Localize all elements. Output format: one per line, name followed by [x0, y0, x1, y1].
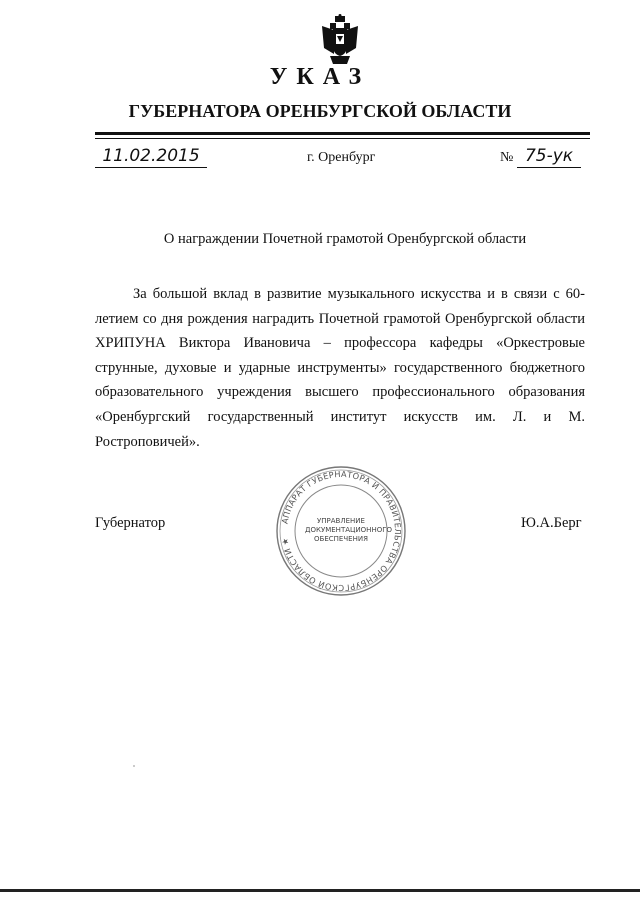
document-subject: О награждении Почетной грамотой Оренбургской области — [163, 231, 527, 247]
document-number: 75-ук — [517, 146, 581, 168]
coat-of-arms-icon — [320, 14, 360, 66]
number-label: № — [500, 150, 514, 165]
document-city: г. Оренбург — [307, 150, 376, 165]
signature-position: Губернатор — [95, 515, 166, 531]
header-rule-thin — [95, 138, 590, 139]
header-rule-thick — [95, 132, 590, 135]
stamp-ring-text: АППАРАТ ГУБЕРНАТОРА И ПРАВИТЕЛЬСТВА ОРЕНБУРГСКОЙ ОБЛАСТИ ★ — [279, 468, 404, 594]
stamp-inner-text: УПРАВЛЕНИЕ ДОКУМЕНТАЦИОННОГО ОБЕСПЕЧЕНИЯ — [305, 517, 393, 543]
document-title: УКАЗ — [269, 64, 371, 90]
document-body: За большой вклад в развитие музыкального искусства и в связи с 60-летием со дня рождения наградить Почетной грамотой Оренбургской области ХРИПУНА Виктора Ивановича – профессора кафедры «Оркестровые струнные, духовые и ударные инструменты» государственного бюджетного образовательного учреждения высшего профессионального образования «Оренбургский государственный институт искусств им. Л. и М. Ростроповичей». — [95, 286, 585, 450]
scan-speck — [133, 765, 135, 767]
document-date: 11.02.2015 — [95, 146, 207, 168]
page-bottom-edge — [0, 889, 640, 892]
document-subtitle: ГУБЕРНАТОРА ОРЕНБУРГСКОЙ ОБЛАСТИ — [128, 101, 512, 121]
signature-name: Ю.А.Берг — [521, 515, 582, 531]
